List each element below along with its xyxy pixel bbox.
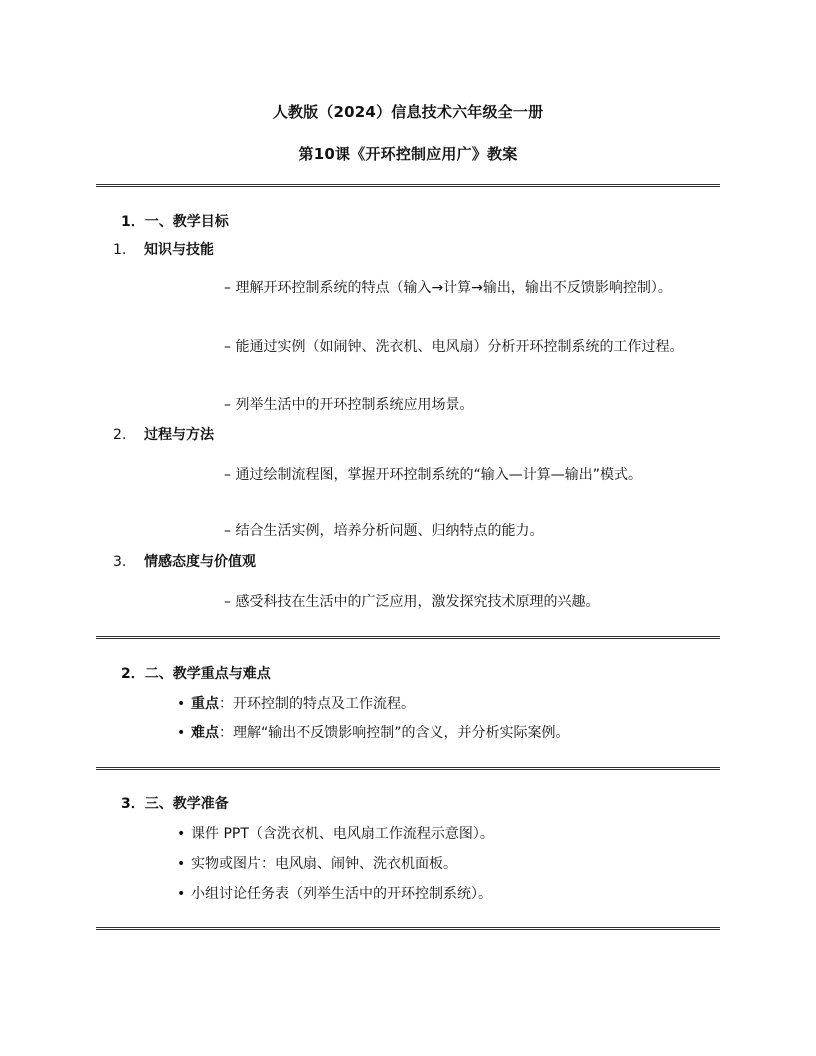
doc-title: 人教版（2024）信息技术六年级全一册 <box>272 103 544 121</box>
list-item: – 通过绘制流程图，掌握开环控制系统的“输入—计算—输出”模式。 <box>224 467 642 483</box>
list-item: – 结合生活实例，培养分析问题、归纳特点的能力。 <box>224 523 544 539</box>
list-item: • 重点：开环控制的特点及工作流程。 <box>177 696 415 712</box>
divider <box>96 184 720 187</box>
list-item: – 列举生活中的开环控制系统应用场景。 <box>224 397 474 413</box>
section-heading-objectives: 1．一、教学目标 <box>121 214 229 230</box>
list-item: • 课件 PPT（含洗衣机、电风扇工作流程示意图）。 <box>177 826 494 842</box>
list-item: – 感受科技在生活中的广泛应用，激发探究技术原理的兴趣。 <box>224 594 600 610</box>
list-item: • 难点：理解“输出不反馈影响控制”的含义，并分析实际案例。 <box>177 725 570 741</box>
divider <box>96 767 720 770</box>
doc-subtitle: 第10课《开环控制应用广》教案 <box>298 145 518 163</box>
subheading-process <box>113 424 214 444</box>
list-item: – 理解开环控制系统的特点（输入→计算→输出，输出不反馈影响控制）。 <box>224 280 672 296</box>
divider <box>96 636 720 639</box>
list-number: 3. <box>113 554 127 570</box>
list-item: • 实物或图片：电风扇、闹钟、洗衣机面板。 <box>177 856 457 872</box>
subheading-label: 过程与方法 <box>144 427 214 443</box>
subheading-label: 情感态度与价值观 <box>144 554 256 570</box>
section-heading-preparation: 3．三、教学准备 <box>121 796 229 812</box>
section-heading-keypoints: 2．二、教学重点与难点 <box>121 666 271 682</box>
list-number: 2. <box>113 427 127 443</box>
divider <box>96 927 720 930</box>
list-item: – 能通过实例（如闹钟、洗衣机、电风扇）分析开环控制系统的工作过程。 <box>224 339 684 355</box>
list-item: • 小组讨论任务表（列举生活中的开环控制系统）。 <box>177 886 492 902</box>
subheading-knowledge <box>113 239 214 259</box>
subheading-attitude <box>113 551 256 571</box>
subheading-label: 知识与技能 <box>144 242 214 258</box>
list-number: 1. <box>113 242 127 258</box>
